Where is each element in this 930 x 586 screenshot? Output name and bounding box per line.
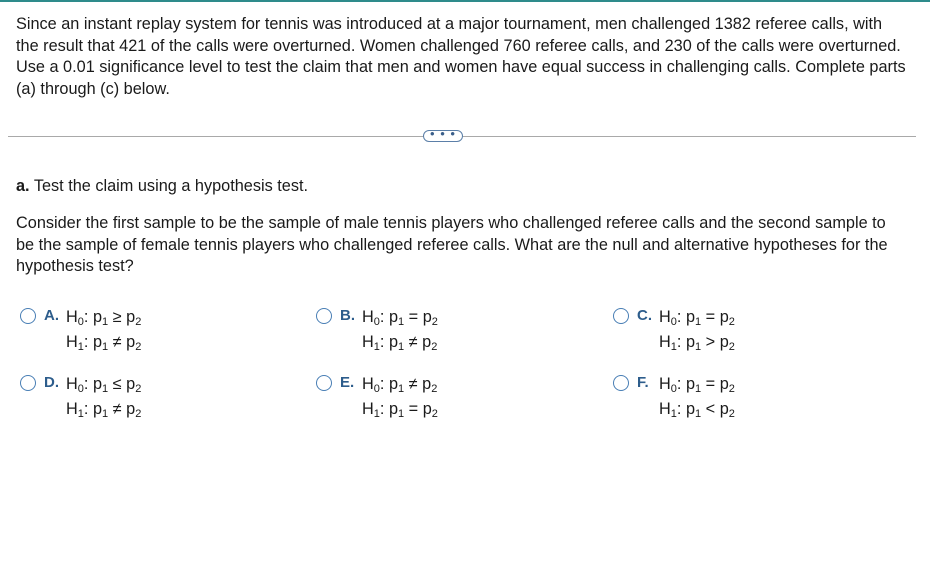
option-b[interactable] — [316, 305, 438, 355]
radio-button[interactable] — [20, 375, 36, 391]
option-a[interactable] — [20, 305, 141, 355]
alternative-hypothesis: $H_1$: $p_1 < p_2$ — [659, 400, 735, 420]
option-c[interactable] — [613, 305, 735, 355]
option-hypotheses — [66, 372, 141, 422]
part-a-heading — [16, 176, 308, 197]
top-accent-bar — [0, 0, 930, 2]
alternative-hypothesis: $H_1$: $p_1 \ne p_2$ — [66, 333, 142, 353]
null-hypothesis: $H_0$: $p_1 = p_2$ — [659, 308, 735, 328]
option-hypotheses — [66, 305, 141, 355]
radio-button[interactable] — [20, 308, 36, 324]
alternative-hypothesis: $H_1$: $p_1 > p_2$ — [659, 333, 735, 353]
option-letter: B. — [340, 307, 355, 324]
problem-statement: Since an instant replay system for tennis was introduced at a major tournament, men challenged 1382 referee calls, with the result that 421 of the calls were overturned. Women challenged 760 referee calls, and 230 of the calls were overturned. Use a 0.01 significance level to test the claim that men and women have equal success in challenging calls. Complete parts (a) through (c) below. — [16, 15, 906, 98]
null-hypothesis: $H_0$: $p_1 = p_2$ — [362, 308, 438, 328]
question-text: Consider the first sample to be the sample of male tennis players who challenged referee calls and the second sample to be the sample of female tennis players who challenged referee calls. What are the null and alternative hypotheses for the hypothesis test? — [16, 214, 888, 275]
option-hypotheses — [659, 305, 735, 355]
part-a-text: Test the claim using a hypothesis test. — [33, 177, 309, 195]
option-letter: A. — [44, 307, 59, 324]
option-letter: C. — [637, 307, 652, 324]
alternative-hypothesis: $H_1$: $p_1 \ne p_2$ — [362, 333, 438, 353]
radio-button[interactable] — [316, 375, 332, 391]
option-hypotheses — [362, 372, 438, 422]
part-a-label: a. — [16, 177, 30, 195]
alternative-hypothesis: $H_1$: $p_1 = p_2$ — [362, 400, 438, 420]
option-hypotheses — [659, 372, 735, 422]
alternative-hypothesis: $H_1$: $p_1 \ne p_2$ — [66, 400, 142, 420]
option-f[interactable] — [613, 372, 735, 422]
radio-button[interactable] — [316, 308, 332, 324]
null-hypothesis: $H_0$: $p_1 = p_2$ — [659, 375, 735, 395]
option-letter: E. — [340, 374, 355, 391]
expand-more-button[interactable]: • • • — [423, 130, 463, 142]
option-hypotheses — [362, 305, 438, 355]
null-hypothesis: $H_0$: $p_1 \ge p_2$ — [66, 308, 142, 328]
radio-button[interactable] — [613, 308, 629, 324]
option-e[interactable] — [316, 372, 438, 422]
null-hypothesis: $H_0$: $p_1 \le p_2$ — [66, 375, 142, 395]
option-letter: D. — [44, 374, 59, 391]
radio-button[interactable] — [613, 375, 629, 391]
null-hypothesis: $H_0$: $p_1 \ne p_2$ — [362, 375, 438, 395]
option-letter: F. — [637, 374, 649, 391]
option-d[interactable] — [20, 372, 141, 422]
